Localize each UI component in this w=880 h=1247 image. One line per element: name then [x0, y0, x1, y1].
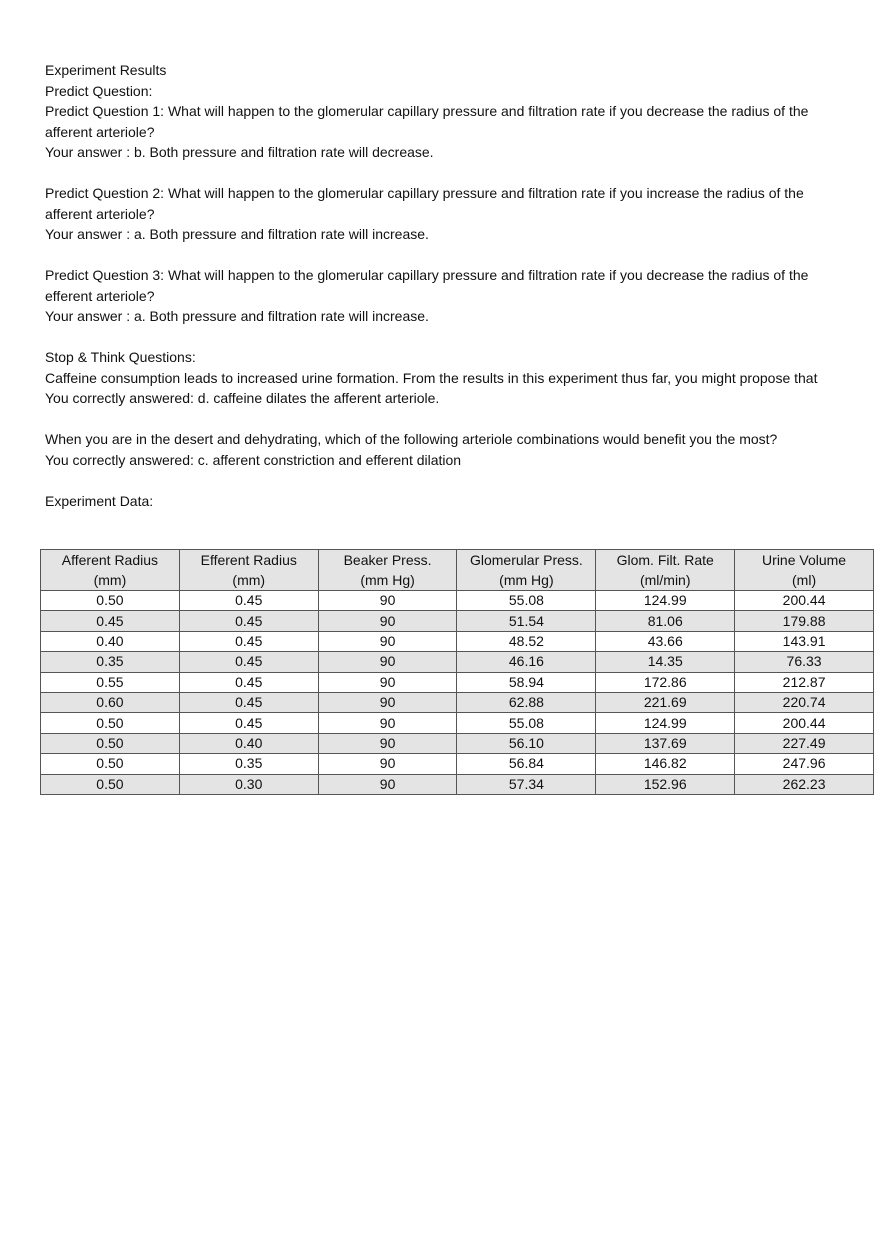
cell-glom-filt-rate: 172.86 [596, 672, 735, 692]
cell-afferent-radius: 0.40 [41, 631, 180, 651]
table-row [41, 713, 874, 733]
header-glom-filt-rate [596, 550, 735, 591]
cell-glomerular-press: 46.16 [457, 652, 596, 672]
experiment-data-table [40, 549, 874, 795]
header-glomerular-press [457, 550, 596, 591]
cell-urine-volume: 200.44 [735, 591, 874, 611]
cell-glomerular-press: 62.88 [457, 692, 596, 712]
cell-glom-filt-rate: 14.35 [596, 652, 735, 672]
table-row [41, 774, 874, 794]
cell-efferent-radius: 0.45 [179, 631, 318, 651]
table-row [41, 652, 874, 672]
cell-urine-volume: 179.88 [735, 611, 874, 631]
cell-glomerular-press: 55.08 [457, 591, 596, 611]
cell-urine-volume: 262.23 [735, 774, 874, 794]
cell-efferent-radius: 0.45 [179, 591, 318, 611]
header-beaker-press-unit: (mm Hg) [360, 572, 415, 588]
cell-afferent-radius: 0.50 [41, 591, 180, 611]
experiment-data-heading: Experiment Data: [45, 492, 154, 509]
cell-glom-filt-rate: 124.99 [596, 713, 735, 733]
cell-beaker-press: 90 [318, 774, 457, 794]
predict-section-heading: Predict Question: [45, 82, 153, 99]
stop-think-question-1: Caffeine consumption leads to increased urine formation. From the results in this experiment thus far, you might propose that [45, 369, 818, 386]
header-glomerular-press-unit: (mm Hg) [499, 572, 554, 588]
table-row [41, 631, 874, 651]
cell-glom-filt-rate: 221.69 [596, 692, 735, 712]
report-text [45, 60, 845, 511]
cell-beaker-press: 90 [318, 652, 457, 672]
cell-efferent-radius: 0.30 [179, 774, 318, 794]
header-beaker-press-label: Beaker Press. [343, 552, 432, 568]
cell-beaker-press: 90 [318, 672, 457, 692]
header-glomerular-press-label: Glomerular Press. [469, 552, 583, 568]
cell-glom-filt-rate: 137.69 [596, 733, 735, 753]
cell-glom-filt-rate: 43.66 [596, 631, 735, 651]
cell-efferent-radius: 0.40 [179, 733, 318, 753]
header-efferent-radius-unit: (mm) [232, 572, 266, 588]
cell-glom-filt-rate: 81.06 [596, 611, 735, 631]
cell-urine-volume: 220.74 [735, 692, 874, 712]
cell-beaker-press: 90 [318, 611, 457, 631]
predict-question-3: Predict Question 3: What will happen to the glomerular capillary pressure and filtration rate if you decrease the radius of the efferent arteriole? [45, 267, 809, 304]
cell-efferent-radius: 0.45 [179, 672, 318, 692]
cell-efferent-radius: 0.45 [179, 692, 318, 712]
predict-answer-1: Your answer : b. Both pressure and filtration rate will decrease. [45, 144, 434, 160]
header-beaker-press [318, 550, 457, 591]
table-header-row [41, 550, 874, 591]
cell-urine-volume: 76.33 [735, 652, 874, 672]
predict-answer-3: Your answer : a. Both pressure and filtration rate will increase. [45, 308, 429, 324]
cell-beaker-press: 90 [318, 713, 457, 733]
header-urine-volume [735, 550, 874, 591]
header-glom-filt-rate-unit: (ml/min) [639, 572, 691, 588]
cell-glomerular-press: 58.94 [457, 672, 596, 692]
cell-efferent-radius: 0.45 [179, 652, 318, 672]
cell-afferent-radius: 0.50 [41, 774, 180, 794]
stop-think-heading: Stop & Think Questions: [45, 349, 196, 365]
cell-glom-filt-rate: 124.99 [596, 591, 735, 611]
table-row [41, 591, 874, 611]
cell-efferent-radius: 0.35 [179, 754, 318, 774]
cell-urine-volume: 143.91 [735, 631, 874, 651]
header-urine-volume-label: Urine Volume [762, 552, 847, 568]
cell-glomerular-press: 55.08 [457, 713, 596, 733]
cell-beaker-press: 90 [318, 631, 457, 651]
cell-urine-volume: 212.87 [735, 672, 874, 692]
predict-question-2: Predict Question 2: What will happen to the glomerular capillary pressure and filtration rate if you increase the radius of the afferent arteriole? [45, 185, 804, 222]
predict-question-1: Predict Question 1: What will happen to the glomerular capillary pressure and filtration rate if you decrease the radius of the afferent arteriole? [45, 103, 809, 140]
table-row [41, 754, 874, 774]
cell-afferent-radius: 0.50 [41, 733, 180, 753]
table-row [41, 733, 874, 753]
cell-beaker-press: 90 [318, 754, 457, 774]
cell-glomerular-press: 48.52 [457, 631, 596, 651]
cell-beaker-press: 90 [318, 591, 457, 611]
cell-urine-volume: 200.44 [735, 713, 874, 733]
table-row [41, 611, 874, 631]
cell-afferent-radius: 0.55 [41, 672, 180, 692]
cell-glomerular-press: 56.10 [457, 733, 596, 753]
cell-glomerular-press: 57.34 [457, 774, 596, 794]
cell-afferent-radius: 0.35 [41, 652, 180, 672]
cell-beaker-press: 90 [318, 692, 457, 712]
cell-efferent-radius: 0.45 [179, 713, 318, 733]
cell-glomerular-press: 51.54 [457, 611, 596, 631]
report-title: Experiment Results [45, 62, 167, 78]
stop-think-answer-1: You correctly answered: d. caffeine dilates the afferent arteriole. [45, 390, 440, 406]
cell-afferent-radius: 0.60 [41, 692, 180, 712]
cell-glom-filt-rate: 152.96 [596, 774, 735, 794]
cell-afferent-radius: 0.50 [41, 754, 180, 774]
cell-urine-volume: 247.96 [735, 754, 874, 774]
header-efferent-radius-label: Efferent Radius [200, 552, 297, 568]
header-afferent-radius [41, 550, 180, 591]
table-row [41, 692, 874, 712]
cell-afferent-radius: 0.50 [41, 713, 180, 733]
cell-afferent-radius: 0.45 [41, 611, 180, 631]
table-body [41, 591, 874, 795]
stop-think-question-2: When you are in the desert and dehydrating, which of the following arteriole combinations would benefit you the most? [45, 431, 778, 447]
header-efferent-radius [179, 550, 318, 591]
cell-urine-volume: 227.49 [735, 733, 874, 753]
cell-glomerular-press: 56.84 [457, 754, 596, 774]
header-urine-volume-unit: (ml) [792, 572, 817, 588]
header-afferent-radius-unit: (mm) [93, 572, 127, 588]
cell-glom-filt-rate: 146.82 [596, 754, 735, 774]
header-glom-filt-rate-label: Glom. Filt. Rate [616, 552, 714, 568]
table-row [41, 672, 874, 692]
predict-answer-2: Your answer : a. Both pressure and filtration rate will increase. [45, 226, 429, 242]
cell-beaker-press: 90 [318, 733, 457, 753]
header-afferent-radius-label: Afferent Radius [61, 552, 159, 568]
cell-efferent-radius: 0.45 [179, 611, 318, 631]
stop-think-answer-2: You correctly answered: c. afferent constriction and efferent dilation [45, 451, 462, 468]
